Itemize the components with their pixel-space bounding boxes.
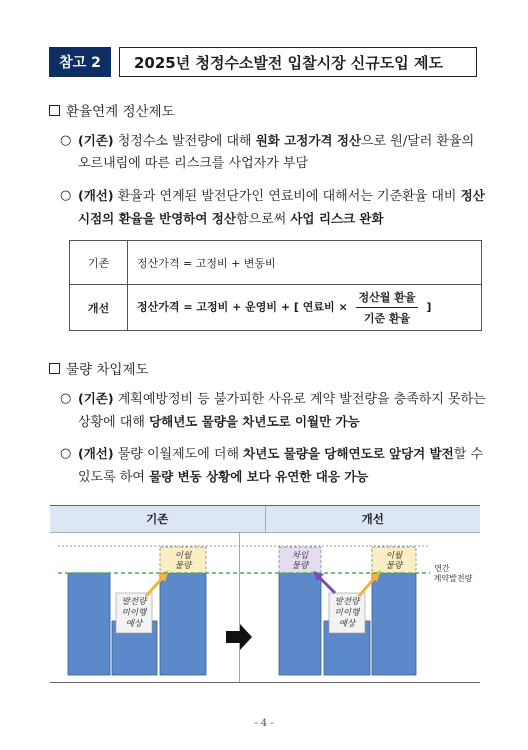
svg-text:예상: 예상: [125, 619, 143, 629]
formula-key-after: 개선: [70, 285, 128, 331]
page-number: - 4 -: [254, 718, 274, 729]
transition-arrow-icon: [226, 624, 252, 650]
exchange-rate-fraction: $\frac{\text{정산월 환율}}{\text{기준 환율}}$: [356, 289, 419, 326]
svg-text:이월: 이월: [385, 551, 403, 561]
page-title: 2025년 청정수소발전 입찰시장 신규도입 제도: [119, 47, 477, 77]
svg-text:미이행: 미이행: [121, 608, 147, 618]
diagram-body: [50, 533, 480, 683]
formula-table: [69, 240, 482, 331]
formula-before: 정산가격 = 고정비 + 변동비: [128, 241, 482, 285]
diagram-col-after: 개선: [361, 512, 384, 526]
svg-text:물량: 물량: [174, 561, 192, 571]
formula-key-before: 기존: [70, 241, 128, 285]
circle-bullet-icon: ○: [60, 133, 72, 148]
diagram-col-before: 기존: [50, 506, 266, 532]
checkbox-square-icon: [49, 105, 60, 116]
borrowing-diagram: [50, 505, 480, 683]
checkbox-square-icon: [49, 363, 60, 374]
bullet-borrow-after: ○ (개선) 물량 이월제도에 더해 차년도 물량을 당해연도로 앞당겨 발전할 수 있도록 하여 물량 변동 상황에 보다 유연한 대응 가능: [60, 443, 490, 489]
formula-after: 정산가격 = 고정비 + 운영비 + [ 연료비 × $\frac{\text{정산월 환율}}{\text{기준 환율}}$ ]: [128, 285, 482, 331]
section-heading-exchange: 환율연계 정산제도: [49, 100, 175, 120]
svg-text:발전량: 발전량: [121, 597, 147, 607]
svg-text:미이행: 미이행: [334, 608, 360, 618]
bullet-exchange-before: ○ (기존) 청정수소 발전량에 대해 원화 고정가격 정산으로 원/달러 환율의 오르내림에 따른 리스크를 사업자가 부담: [60, 130, 490, 175]
section-heading-borrowing: 물량 차입제도: [49, 358, 149, 378]
svg-text:계약발전량: 계약발전량: [433, 574, 473, 583]
bar-before-1: [68, 573, 110, 675]
carryover-label-before: 이월: [174, 551, 192, 561]
svg-text:발전량: 발전량: [334, 597, 360, 607]
bar-after-3: [372, 573, 416, 675]
bullet-exchange-after: ○ (개선) 환율과 연계된 발전단가인 연료비에 대해서는 기준환율 대비 정산시점의 환율을 반영하여 정산함으로써 사업 리스크 완화: [60, 185, 490, 231]
bar-before-3: [160, 573, 206, 675]
svg-text:예상: 예상: [338, 619, 356, 629]
borrow-label-after: 차입: [291, 551, 309, 561]
svg-text:물량: 물량: [291, 561, 309, 571]
formula-row-after: [70, 285, 482, 331]
circle-bullet-icon: ○: [60, 188, 72, 203]
bar-after-1: [279, 573, 321, 675]
reference-badge: 참고 2: [49, 47, 111, 77]
diagram-header: [50, 505, 480, 533]
circle-bullet-icon: ○: [60, 391, 72, 406]
formula-row-before: [70, 241, 482, 285]
diagram-illustration: [50, 533, 480, 683]
circle-bullet-icon: ○: [60, 446, 72, 461]
bullet-borrow-before: ○ (기존) 계획예방정비 등 불가피한 사유로 계약 발전량을 충족하지 못하는 상황에 대해 당해년도 물량을 차년도로 이월만 가능: [60, 388, 490, 434]
svg-text:물량: 물량: [385, 561, 403, 571]
reference-header: [49, 47, 477, 77]
contract-label: 연간: [434, 564, 450, 573]
